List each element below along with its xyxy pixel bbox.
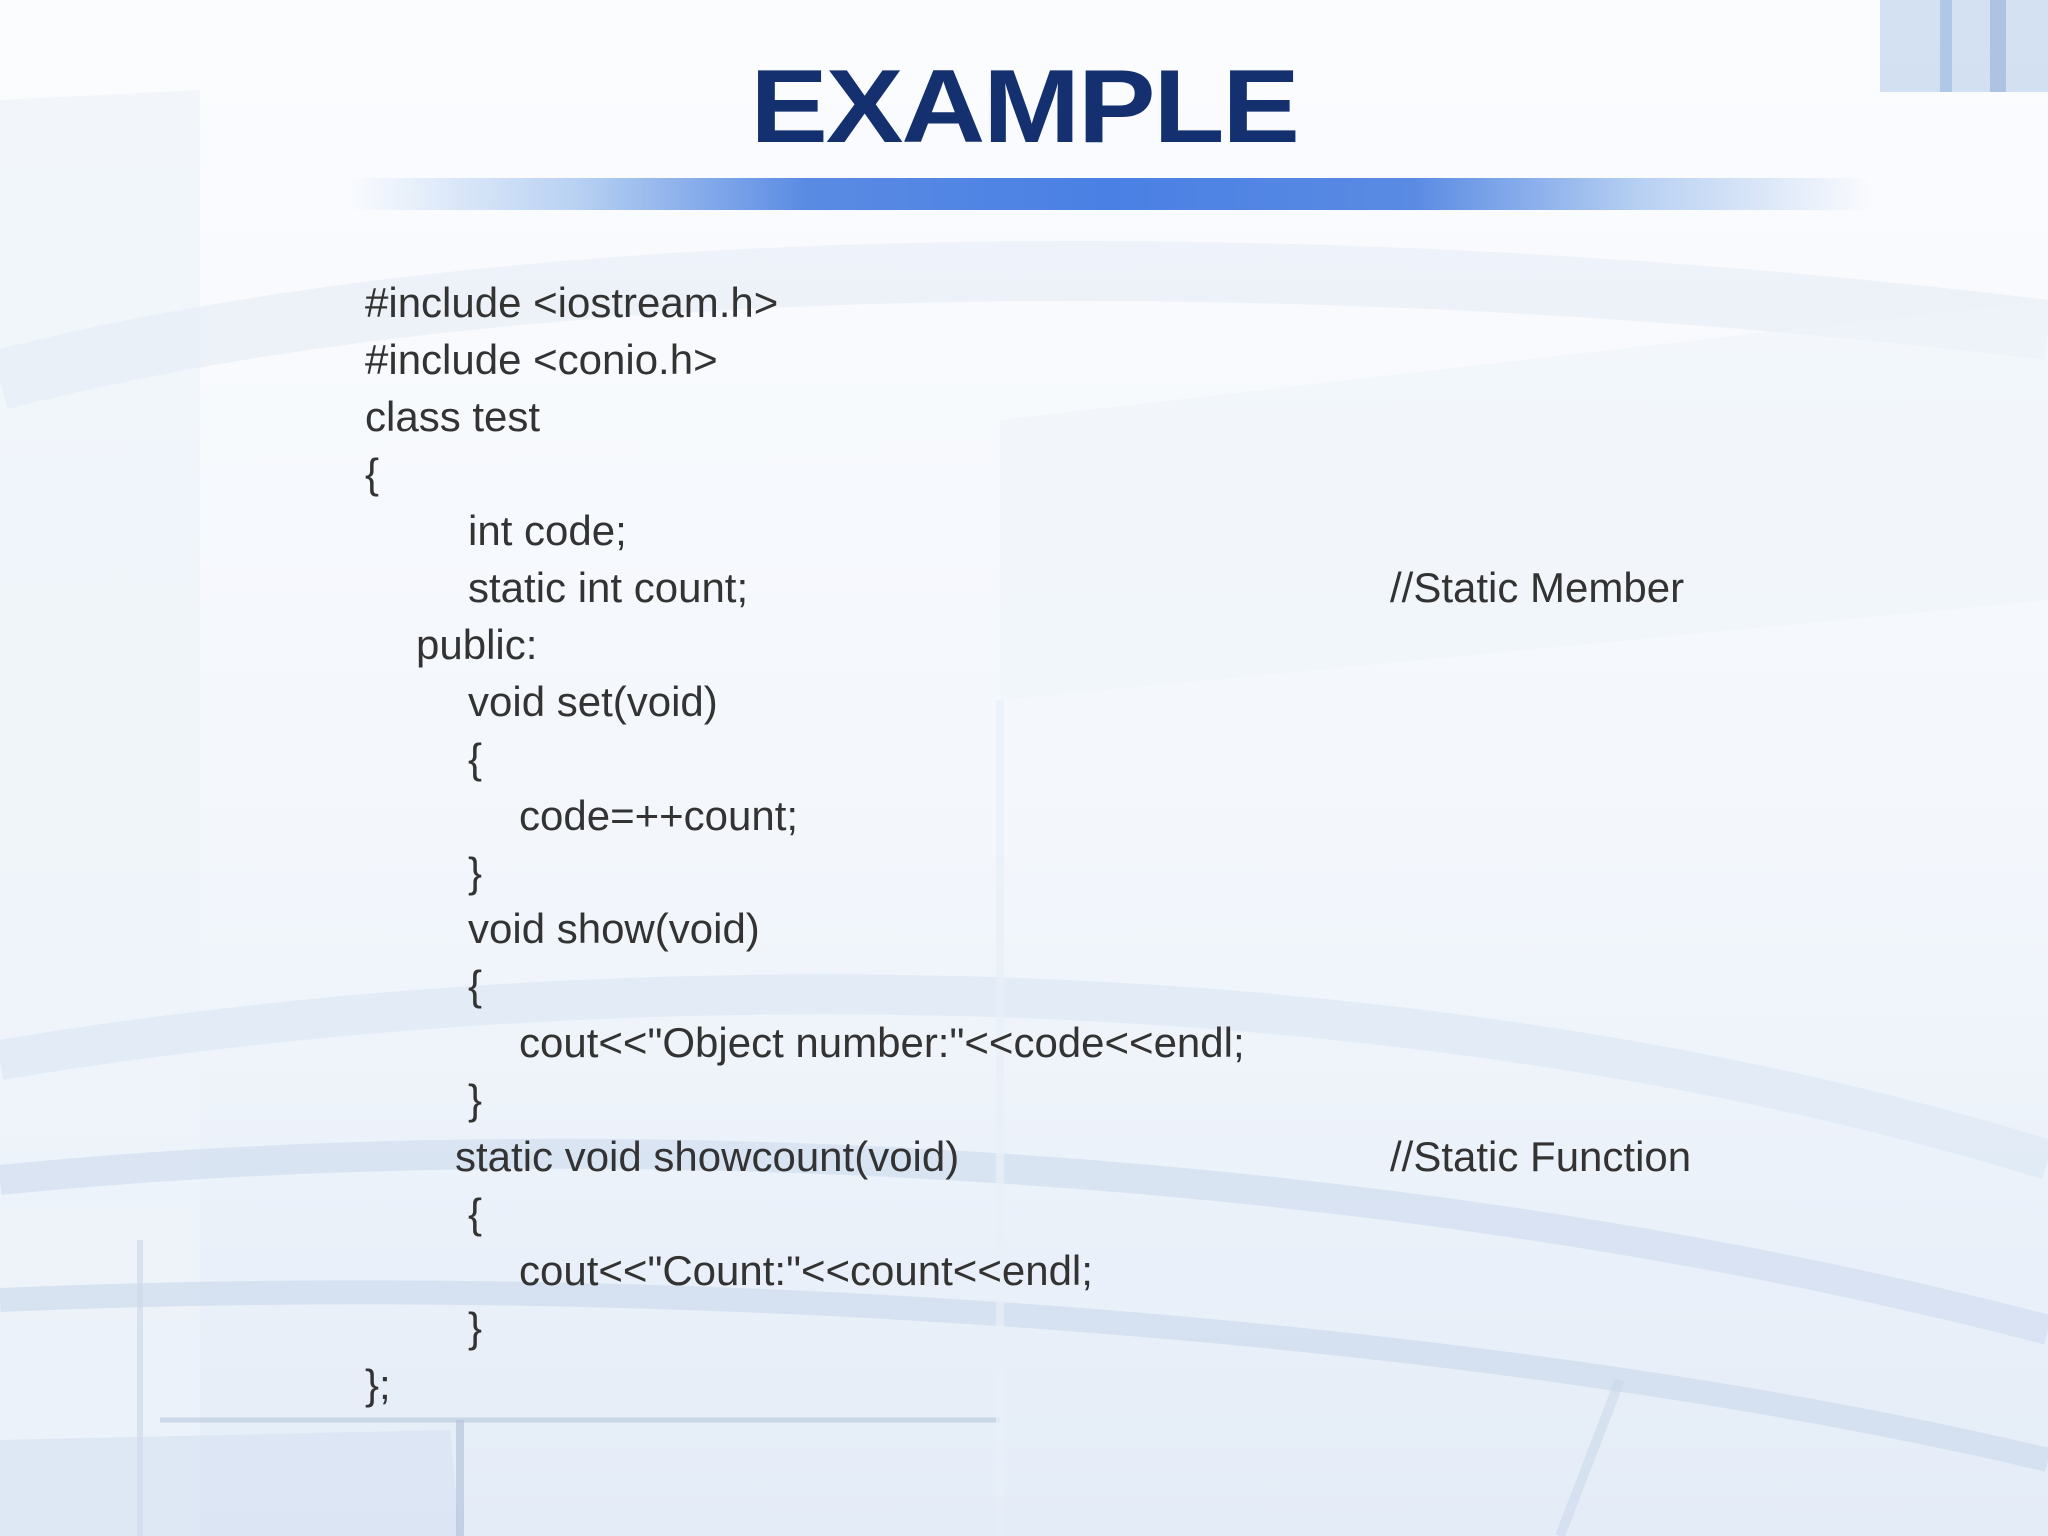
code-line: void set(void) xyxy=(468,678,718,725)
code-line: { xyxy=(468,962,483,1009)
code-line: class test xyxy=(365,393,541,440)
code-line: #include <conio.h> xyxy=(365,336,718,383)
code-line: } xyxy=(468,1304,483,1351)
code-line: }; xyxy=(365,1361,391,1408)
code-comment-static-member: //Static Member xyxy=(1390,564,1685,611)
title-underline-bar xyxy=(350,178,1870,210)
code-comment-static-function: //Static Function xyxy=(1390,1133,1692,1180)
code-line: void show(void) xyxy=(468,905,760,952)
code-line: code=++count; xyxy=(519,792,799,839)
code-line: int code; xyxy=(468,507,627,554)
code-line: } xyxy=(468,849,483,896)
code-line: static void showcount(void) xyxy=(455,1133,960,1180)
code-line: { xyxy=(468,1190,483,1237)
code-line: static int count; xyxy=(468,564,749,611)
code-line: { xyxy=(468,735,483,782)
code-line: #include <iostream.h> xyxy=(365,279,779,326)
code-line: } xyxy=(468,1076,483,1123)
code-line: { xyxy=(365,450,380,497)
slide-title: EXAMPLE xyxy=(750,49,1298,165)
code-line: cout<<"Count:"<<count<<endl; xyxy=(519,1247,1093,1294)
code-line: public: xyxy=(416,621,538,668)
code-line: cout<<"Object number:"<<code<<endl; xyxy=(519,1019,1245,1066)
